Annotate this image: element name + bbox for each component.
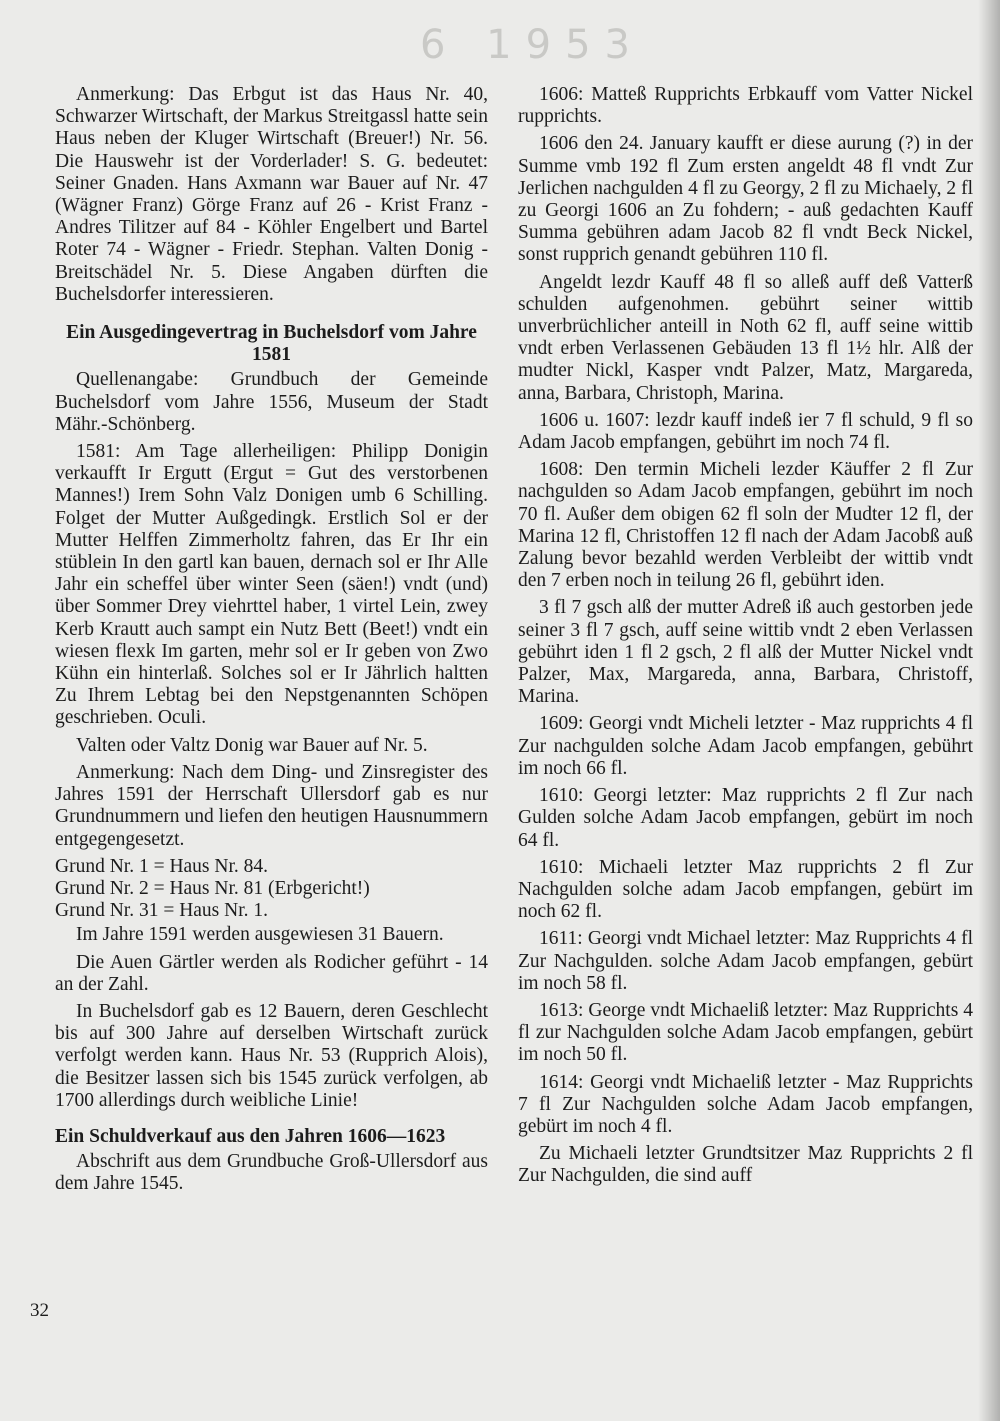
page-number: 32 [30, 1300, 49, 1321]
page-edge-shadow [978, 0, 1000, 1421]
heading-ausgedingevertrag: Ein Ausgedingevertrag in Buchelsdorf vom Jahre 1581 [66, 322, 477, 366]
entry-1606-erbkauff: 1606: Matteß Rupprichts Erbkauff vom Vatter Nickel rupprichts. [518, 84, 973, 128]
right-column [518, 84, 973, 1193]
note-valten-donig: Valten oder Valtz Donig war Bauer auf Nr. 5. [76, 734, 428, 756]
entry-1609: 1609: Georgi vndt Micheli letzter - Maz rupprichts 4 fl Zur nachgulden solche Adam Jacob empfangen, gebührt im noch 66 fl. [518, 713, 973, 779]
note-gaertler: Die Auen Gärtler werden als Rodicher geführt - 14 an der Zahl. [55, 951, 488, 995]
note-erbgut: Anmerkung: Das Erbgut ist das Haus Nr. 40, Schwarzer Wirtschaft, der Markus Streitgassl hatte sein Haus neben der Kluger Wirtschaft (Breuer!) Nr. 56. Die Hauswehr ist der Vorderlader! S. G. bedeutet: Seiner Gnaden. Hans Axmann war Bauer auf Nr. 47 (Wägner Franz) Görge Franz auf 26 - Krist Franz - Andres Tilitzer auf 84 - Köhler Engelbert und Bartel Roter 74 - Wägner - Friedr. Stephan. Valten Donig - Breitschädel Nr. 5. Diese Angaben dürften die Buchelsdorfer interessieren. [55, 84, 488, 305]
entry-1610-michaeli: 1610: Michaeli letzter Maz rupprichts 2 fl Zur Nachgulden solche adam Jacob empfangen, gebürt im noch 62 fl. [518, 856, 973, 923]
entry-1614: 1614: Georgi vndt Michaeliß letzter - Maz Rupprichts 7 fl Zur Nachgulden solche Adam Jacob empfangen, gebürt im noch 4 fl. [518, 1071, 973, 1137]
grund-item: Grund Nr. 1 = Haus Nr. 84. [55, 855, 269, 877]
entry-1611: 1611: Georgi vndt Michael letzter: Maz Rupprichts 4 fl Zur Nachgulden. solche Adam Jacob empfangen, gebürt im noch 58 fl. [518, 928, 973, 994]
entry-1610-georgi: 1610: Georgi letzter: Maz rupprichts 2 fl Zur nach Gulden solche Adam Jacob empfangen, gebürt im noch 64 fl. [518, 785, 973, 851]
grund-list [55, 856, 488, 923]
entry-1613: 1613: George vndt Michaeliß letzter: Maz Rupprichts 4 fl zur Nachgulden solche Adam Jacob empfangen, gebürt im noch 50 fl. [518, 999, 973, 1066]
note-zinsregister: Anmerkung: Nach dem Ding- und Zinsregister des Jahres 1591 der Herrschaft Ullersdorf gab es nur Grundnummern und liefen den heutigen Hausnummern entgegengesetzt. [55, 761, 488, 850]
grund-item: Grund Nr. 31 = Haus Nr. 1. [55, 900, 269, 922]
source-grundbuch-buchelsdorf: Quellenangabe: Grundbuch der Gemeinde Buchelsdorf vom Jahre 1556, Museum der Stadt Mähr.-Schönberg. [55, 369, 488, 435]
left-column [55, 84, 488, 1201]
note-12-bauern: In Buchelsdorf gab es 12 Bauern, deren Geschlecht bis auf 300 Jahre auf derselben Wirtschaft zurück verfolgt werden kann. Haus Nr. 53 (Rupprich Alois), die Besitzer lassen sich bis 1545 zurück verfolgen, ab 1700 allerdings durch weibliche Linie! [55, 1000, 488, 1111]
entry-angeldt: Angeldt lezdr Kauff 48 fl so alleß auff deß Vatterß schulden aufgenohmen. gebührt seiner wittib unverbrüchlicher anteill in Noth 62 fl, auff seine wittib vndt erben Verlassenen Gebäuden 13 fl 1½ hlr. Alß der mudter Nickl, Kasper vndt Palzer, Matz, Margareda, anna, Barbara, Christoph, Marina. [518, 271, 973, 404]
entry-michaeli-grundtsitzer: Zu Michaeli letzter Grundtsitzer Maz Rupprichts 2 fl Zur Nachgulden, die sind auff [518, 1143, 973, 1187]
entry-3fl-7gsch: 3 fl 7 gsch alß der mutter Adreß iß auch gestorben jede seiner 3 fl 7 gsch, auff seine wittib vndt 2 eben Verlassen gebührt iden 1 fl 2 gsch, 2 fl alß der Mutter Nickel vndt Palzer, Max, Margareda, anna, Barbara, Christoff, Marina. [518, 597, 973, 708]
source-grundbuch-ullersdorf: Abschrift aus dem Grundbuche Groß-Ullersdorf aus dem Jahre 1545. [55, 1151, 488, 1195]
note-bauern-1591: Im Jahre 1591 werden ausgewiesen 31 Bauern. [76, 924, 444, 946]
heading-schuldverkauf: Ein Schuldverkauf aus den Jahren 1606—1623 [55, 1125, 446, 1147]
entry-1608: 1608: Den termin Micheli lezder Käuffer 2 fl Zur nachgulden so Adam Jacob empfangen, gebührt im noch 70 fl. Außer dem obigen 62 fl soln der Mudter 12 fl, der Marina 12 fl, Christoffen 12 fl nach der Adam Jacobß auß Zalung bevor bezahld werden Verbleibt der wittib vndt den 7 erben noch in teilung 26 fl, gebührt iden. [518, 459, 973, 592]
entry-1606-january: 1606 den 24. January kaufft er diese aurung (?) in der Summe vmb 192 fl Zum ersten angeldt 48 fl vndt Zur Jerlichen nachgulden 4 fl zu Georgy, 2 fl zu Michaely, 2 fl zu Georgi 1606 an Zu fohdern; - auß gedachten Kauff Summa gebühren adam Jacob 82 fl vndt Beck Nickel, sonst rupprich genandt gebühren 110 fl. [518, 133, 973, 266]
archive-stamp: 6 1953 [420, 22, 644, 68]
grund-item: Grund Nr. 2 = Haus Nr. 81 (Erbgericht!) [55, 877, 370, 899]
entry-1581: 1581: Am Tage allerheiligen: Philipp Donigin verkaufft Ir Ergutt (Ergut = Gut des verstorbenen Mannes!) Irem Sohn Valz Donigen umb 6 Schilling. Folget der Mutter Außgedingk. Erstlich Sol er der Mutter Helffen Zimmerholtz fahren, das Er Ihr ein stüblein In den gartl kan bauen, dernach sol er Ihr Alle Jahr ein scheffel über winter Seen (säen!) vndt (und) über Sommer Drey viehrttel haber, 1 virtel Lein, zwey Kerb Krautt auch sampt ein Nutz Bett (Beet!) vndt ein wiesen flexk Im garten, mehr sol er Ir geben von Zwo Kühn ein hinterlaß. Solches sol er Ir Jährlich haltten Zu Ihrem Lebtag bei den Nepstgenannten Schöpen geschrieben. Oculi. [55, 441, 488, 729]
entry-1606-1607: 1606 u. 1607: lezdr kauff indeß ier 7 fl schuld, 9 fl so Adam Jacob empfangen, gebührt im noch 74 fl. [518, 409, 973, 454]
